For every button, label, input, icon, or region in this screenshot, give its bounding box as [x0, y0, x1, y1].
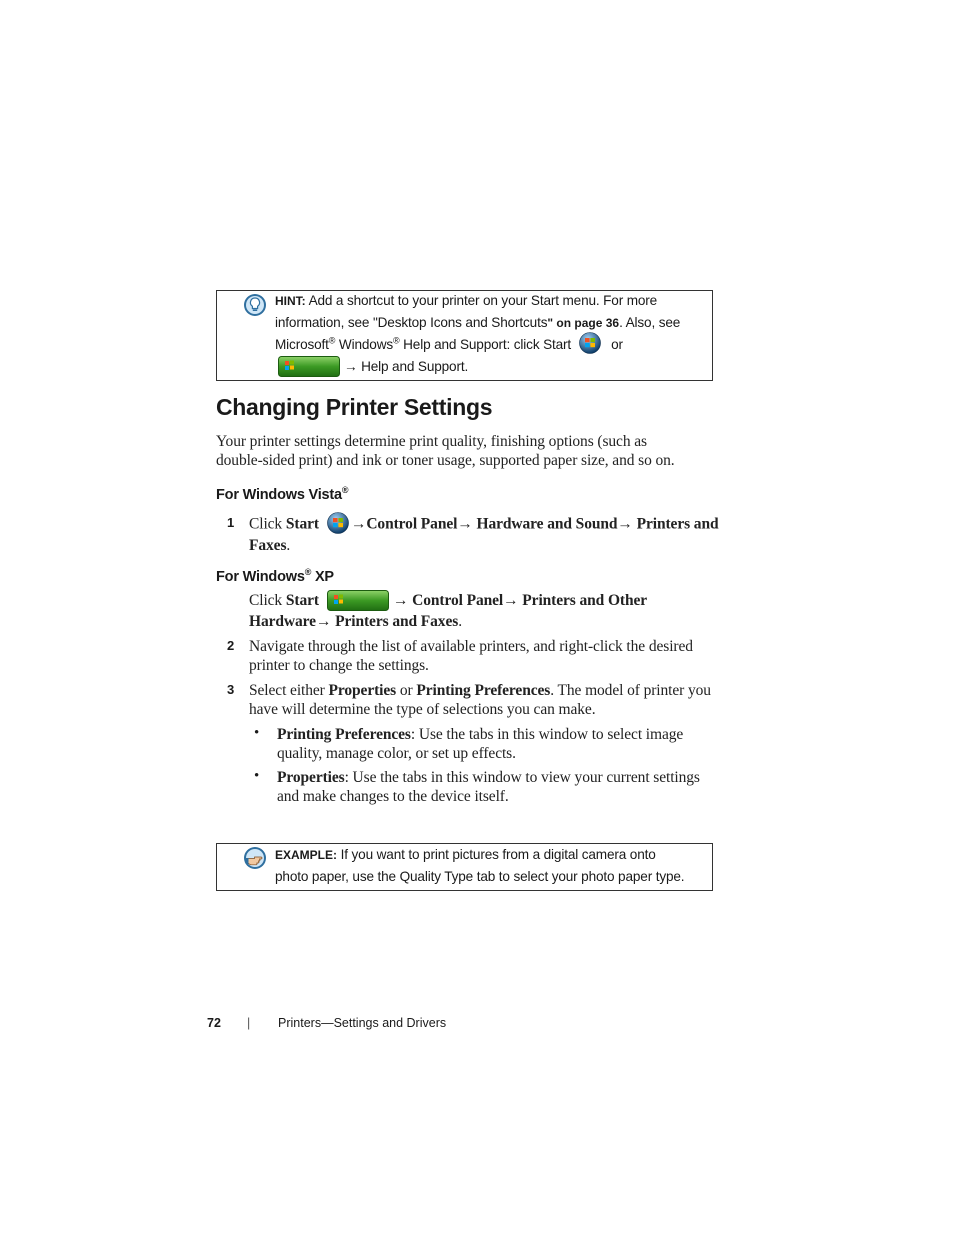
example-text: EXAMPLE: If you want to print pictures from a digital camera onto photo paper, use the Quality Type tab to select your photo paper type.: [275, 847, 685, 884]
vista-heading: For Windows Vista®: [216, 485, 349, 503]
page-title: Changing Printer Settings: [216, 394, 493, 420]
windows-xp-start-button-icon: [278, 356, 340, 377]
intro-paragraph: Your printer settings determine print quality, finishing options (such as double-sided print) and ink or toner usage, supported paper size, and so on.: [216, 433, 675, 469]
hint-note: [216, 290, 713, 381]
page-number: 72: [207, 1016, 221, 1030]
example-note: [216, 843, 713, 891]
pointing-hand-icon: [243, 846, 267, 870]
step-2-text: Navigate through the list of available printers, and right-click the desired printer to change the settings.: [249, 638, 693, 674]
xp-step-text: Click Start → Control Panel→ Printers and Other Hardware→ Printers and Faxes.: [249, 591, 647, 631]
footer-section-title: Printers—Settings and Drivers: [278, 1016, 447, 1030]
bullet-glyph: •: [254, 768, 260, 784]
windows-vista-start-icon: [579, 332, 601, 354]
lightbulb-icon: [243, 293, 267, 317]
bullet-printing-preferences: Printing Preferences: Use the tabs in this window to select image quality, manage color, or set up effects.: [277, 726, 684, 762]
step-1-number: 1: [227, 515, 235, 530]
bullet-properties: Properties: Use the tabs in this window to view your current settings and make changes to the device itself.: [277, 769, 700, 805]
windows-vista-start-icon: [327, 512, 349, 534]
example-label: EXAMPLE:: [275, 848, 338, 862]
footer-separator: |: [247, 1016, 251, 1030]
step-3-number: 3: [227, 682, 235, 697]
windows-xp-start-button-icon: [327, 590, 389, 611]
hint-label: HINT:: [275, 294, 306, 308]
hint-text: HINT: Add a shortcut to your printer on your Start menu. For more information, see "Desktop Icons and Shortcuts" on page 36. Also, see Microsoft® Windows® Help and Support: click Start or → Help and Support.: [275, 290, 704, 378]
step-2-number: 2: [227, 638, 235, 653]
xp-heading: For Windows® XP: [216, 567, 334, 585]
step-1-text: Click Start →Control Panel→ Hardware and Sound→ Printers and Faxes.: [249, 514, 719, 555]
step-3-text: Select either Properties or Printing Preferences. The model of printer you have will determine the type of selections you can make.: [249, 682, 711, 718]
bullet-glyph: •: [254, 725, 260, 741]
